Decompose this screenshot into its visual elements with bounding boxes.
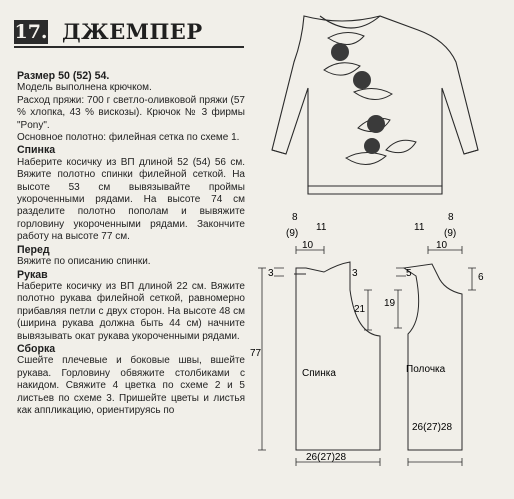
illustrations	[246, 0, 514, 499]
sweater-sketch	[272, 16, 478, 194]
intro-line: Основное полотно: филейная сетка по схеме 1.	[17, 132, 240, 144]
section-heading-front: Перед	[17, 243, 50, 256]
section-text-sleeve: Наберите косичку из ВП длиной 22 см. Вяжите полотно рукава филейной сеткой, равномерно прибавляя петли с двух сторон. На высоте 48 см (ширина рукава должна быть 44 см) начните вывязывать окат рукава укороченными рядами.	[17, 280, 245, 342]
back-top-b: (9)	[286, 228, 299, 239]
front-pattern	[394, 246, 476, 466]
front-armhole-depth: 19	[384, 298, 396, 309]
front-top-d: 10	[436, 240, 448, 251]
front-label: Полочка	[406, 364, 446, 375]
back-neck-depth: 3	[268, 268, 274, 279]
section-text-front: Вяжите по описанию спинки.	[17, 256, 151, 268]
back-top-d: 10	[302, 240, 314, 251]
front-top-c: (9)	[444, 228, 457, 239]
back-top-a: 8	[292, 212, 298, 223]
section-heading-sleeve: Рукав	[17, 268, 48, 281]
flower-icon	[331, 43, 385, 154]
pattern-number: 17.	[14, 21, 48, 43]
back-label: Спинка	[302, 368, 336, 379]
back-armhole-top: 3	[352, 268, 358, 279]
front-bottom-width: 26(27)28	[412, 422, 453, 433]
section-heading-back: Спинка	[17, 144, 56, 157]
intro-line: Модель выполнена крючком.	[17, 82, 152, 94]
front-top-a: 11	[414, 222, 425, 233]
page-title: ДЖЕМПЕР	[62, 19, 203, 44]
back-total-height: 77	[250, 348, 262, 359]
header-divider	[14, 46, 244, 48]
back-pattern	[258, 246, 380, 466]
back-top-c: 11	[316, 222, 327, 233]
front-top-b: 8	[448, 212, 454, 223]
instructions-column	[17, 70, 245, 417]
intro-line: Расход пряжи: 700 г светло-оливковой пряжи (57 % хлопка, 43 % вискозы). Крючок № 3 фирмы "Pony".	[17, 94, 245, 131]
back-armhole-depth: 21	[354, 304, 366, 315]
size-line: Размер 50 (52) 54.	[17, 70, 110, 82]
section-heading-assembly: Сборка	[17, 342, 56, 355]
front-neck-depth: 5	[406, 268, 412, 279]
back-bottom-width: 26(27)28	[306, 452, 347, 463]
section-text-back: Наберите косичку из ВП длиной 52 (54) 56 см. Вяжите полотно спинки филейной сеткой. На высоте 53 см вывязывайте проймы укороченными рядами. На высоте 74 см разделите полотно пополам и вывяжите горловину укороченными рядами. Закончите работу на высоте 77 см.	[17, 156, 245, 243]
section-text-assembly: Сшейте плечевые и боковые швы, вшейте рукава. Горловину обвяжите столбиками с накидом. Свяжите 4 цветка по схеме 2 и 5 листьев по схеме 3. Пришейте цветы и листья как аппликацию, ориентируясь по	[17, 355, 245, 416]
front-shoulder-drop: 6	[478, 272, 484, 283]
